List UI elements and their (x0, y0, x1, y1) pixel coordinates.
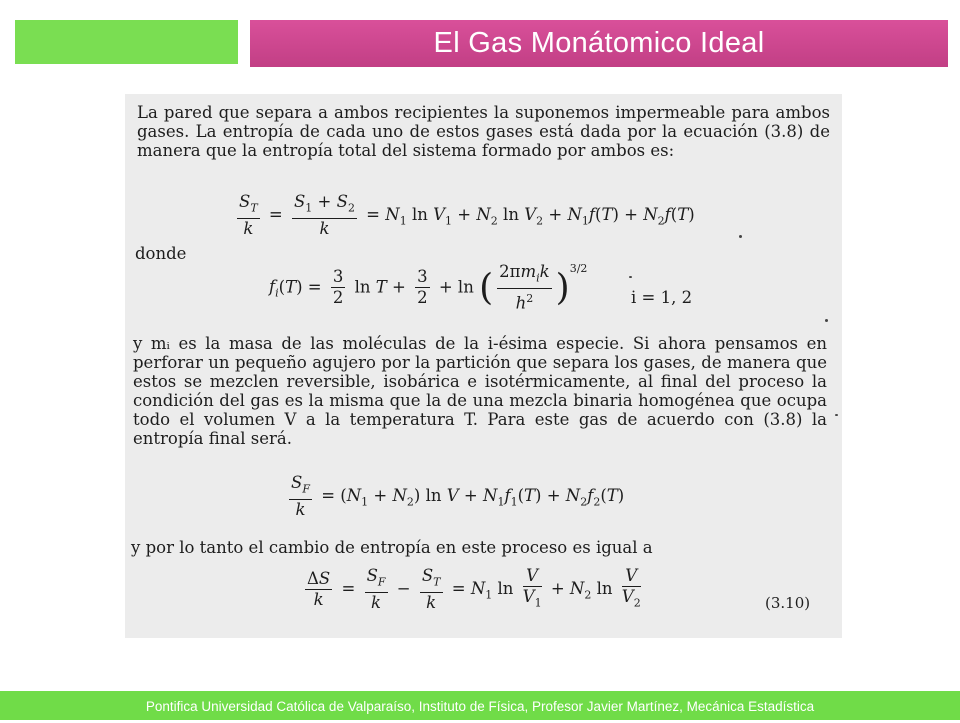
footer-bar (0, 691, 960, 720)
equation-total-entropy: $\frac{S_T}{k}$ = $\frac{S_1 + S_2}{k}$ = $N_1$ $\ln V_1 + N_2$ $\ln V_2 + N_1f(T) + N_2f(T)$ (239, 192, 695, 239)
paragraph-entropy-intro: La pared que separa a ambos recipientes la suponemos impermeable para ambos gases. La entropía de cada uno de estos gases está dada por la ecuación (3.8) de manera que la entropía total del sistema formado por ambos es: (137, 103, 830, 160)
scan-speck (629, 276, 632, 278)
equation-final-entropy: $\frac{S_F}{k}$ = $(N_1 + N_2)$ $\ln V + N_1f_1(T) + N_2f_2(T)$ (291, 473, 625, 520)
equation-f-of-t: $f_i(T)$ = $\frac{3}{2}$ ln T + $\frac{3}{2}$ + ln ( $\frac{2\pi m_ik}{h^2}$ )$^{3/2}$ (269, 261, 588, 313)
scanned-text-image (125, 94, 842, 638)
scan-speck (739, 235, 742, 238)
paragraph-mixing-process: y mᵢ es la masa de las moléculas de la i-ésima especie. Si ahora pensamos en perforar un pequeño agujero por la partición que separa los gases, de manera que estos se mezclen reversible, isobárica e isotérmicamente, al final del proceso la condición del gas es la misma que la de una mezcla binaria homogénea que ocupa todo el volumen V a la temperatura T. Para este gas de acuerdo con (3.8) la entropía final será. (133, 334, 827, 448)
paragraph-entropy-change: y por lo tanto el cambio de entropía en este proceso es igual a (131, 538, 653, 557)
label-donde: donde (135, 244, 187, 263)
equation-delta-entropy: $\frac{\Delta S}{k}$ = $\frac{S_F}{k}$ − $\frac{S_T}{k}$ = $N_1$ ln $\frac{V}{V_1}$ + $N_2$ ln $\frac{V}{V_2}$ (307, 566, 641, 613)
slide-title: El Gas Monátomico Ideal (433, 27, 765, 59)
decorative-green-block (15, 20, 238, 64)
footer-credits: Pontifica Universidad Católica de Valparaíso, Instituto de Física, Profesor Javier Martínez, Mecánica Estadística (145, 699, 815, 714)
index-range: i = 1, 2 (631, 288, 693, 307)
title-bar (250, 20, 948, 67)
equation-number: (3.10) (765, 594, 811, 612)
scan-speck (825, 319, 828, 322)
scan-speck (835, 414, 838, 416)
